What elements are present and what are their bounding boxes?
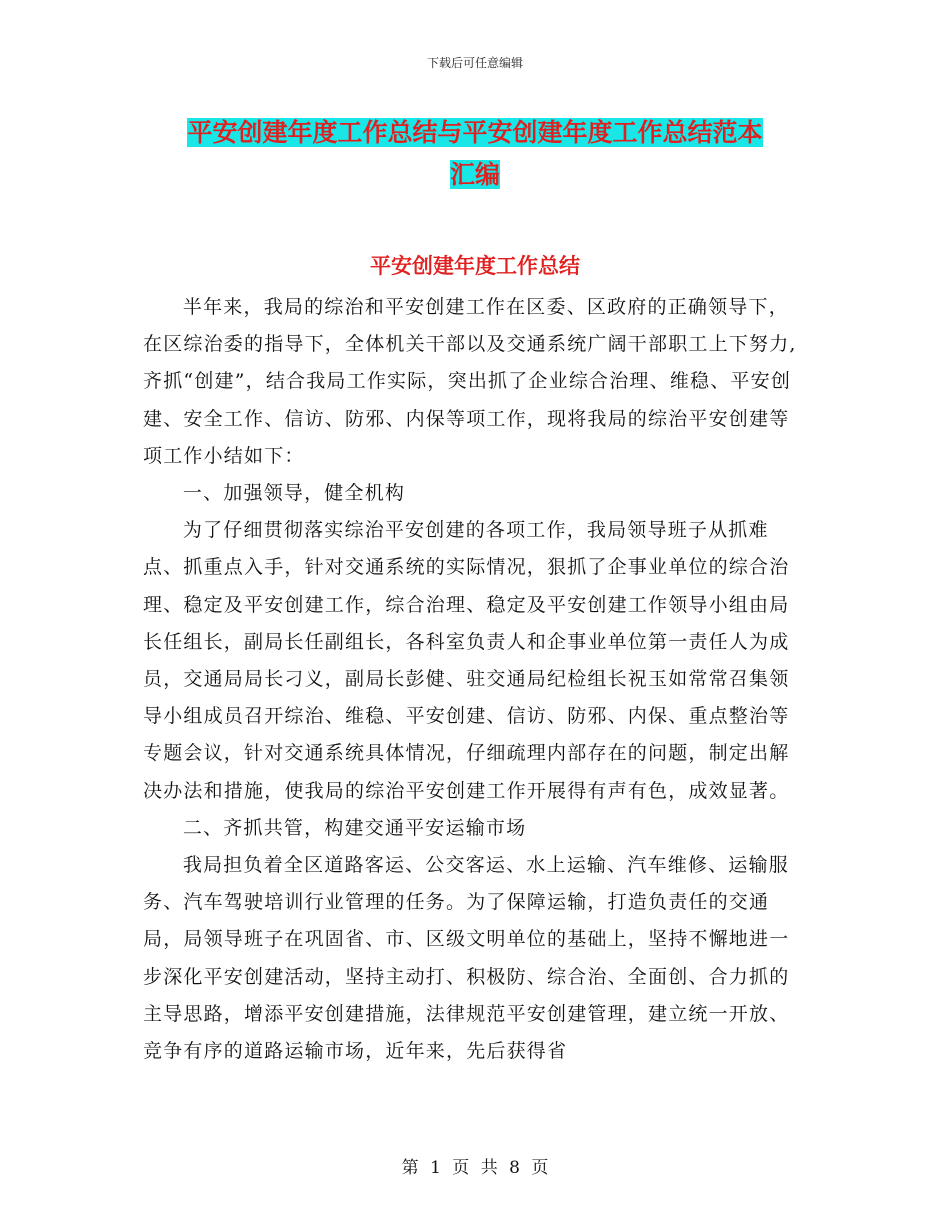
heading-two: 二、齐抓共管，构建交通平安运输市场 — [182, 816, 527, 839]
header-note: 下载后可任意编辑 — [426, 56, 523, 70]
paragraph-intro: 半年来，我局的综治和平安创建工作在区委、区政府的正确领导下，在区综治委的指导下，全体机关干部以及交通系统广阔干部职工上下努力,齐抓“创建”，结合我局工作实际，突出抓了企业综合治理、维稳、平安创建、安全工作、信访、防邪、内保等项工作，现将我局的综治平安创建等项工作小结如下： — [143, 296, 797, 467]
document-title-line2: 汇编 — [449, 160, 500, 189]
heading-one: 一、加强领导，健全机构 — [182, 482, 406, 505]
document-title — [150, 112, 800, 196]
section-title: 平安创建年度工作总结 — [370, 253, 580, 278]
page-footer: 第 1 页 共 8 页 — [401, 1158, 549, 1178]
paragraph-market: 我局担负着全区道路客运、公交客运、水上运输、汽车维修、运输服务、汽车驾驶培训行业管理的任务。为了保障运输，打造负责任的交通局，局领导班子在巩固省、市、区级文明单位的基础上，坚持不懈地进一步深化平安创建活动，坚持主动打、积极防、综合治、全面创、合力抓的主导思路，增添平安创建措施，法律规范平安创建管理，建立统一开放、竞争有序的道路运输市场，近年来，先后获得省 — [143, 854, 790, 1063]
paragraph-leadership: 为了仔细贯彻落实综治平安创建的各项工作，我局领导班子从抓难点、抓重点入手，针对交通系统的实际情况，狠抓了企事业单位的综合治理、稳定及平安创建工作，综合治理、稳定及平安创建工作领导小组由局长任组长，副局长任副组长，各科室负责人和企事业单位第一责任人为成员，交通局局长刁义，副局长彭健、驻交通局纪检组长祝玉如常常召集领导小组成员召开综治、维稳、平安创建、信访、防邪、内保、重点整治等专题会议，针对交通系统具体情况，仔细疏理内部存在的问题，制定出解决办法和措施，使我局的综治平安创建工作开展得有声有色，成效显著。 — [143, 519, 790, 802]
body-text — [143, 289, 808, 1070]
document-title-line1: 平安创建年度工作总结与平安创建年度工作总结范本 — [187, 118, 763, 147]
